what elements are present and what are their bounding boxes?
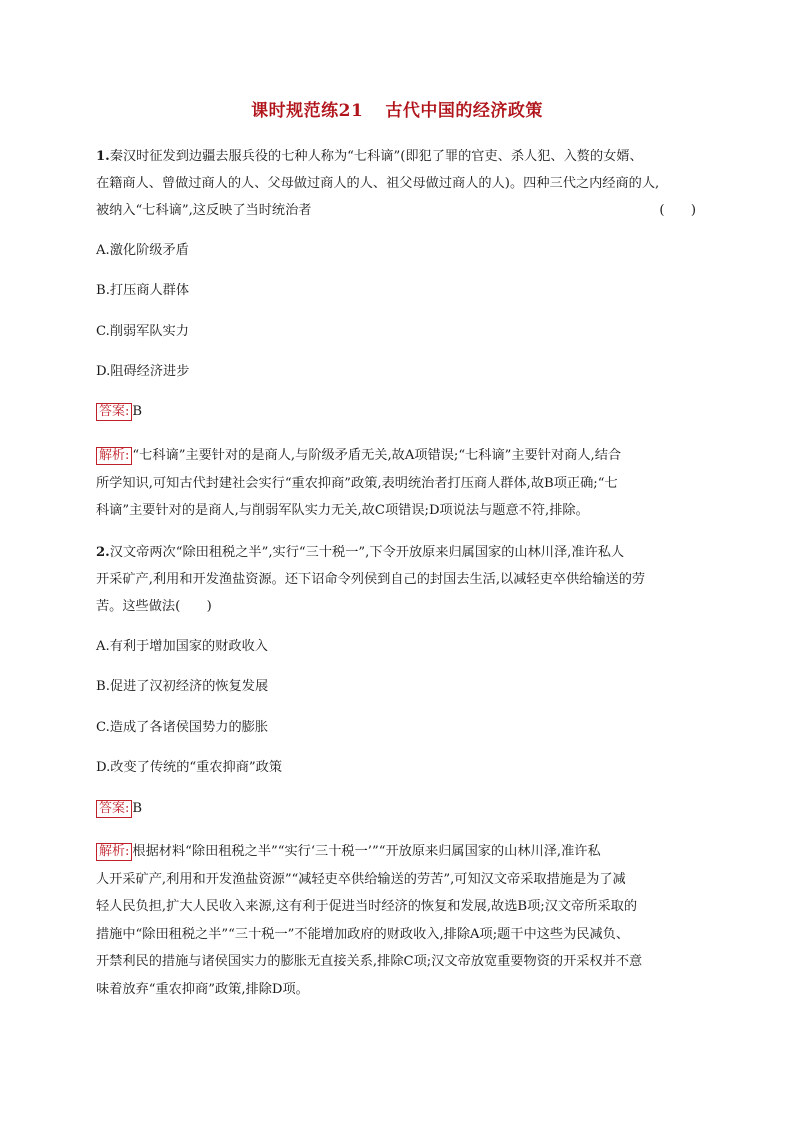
explanation-line-3: 科谪”主要针对的是商人,与削弱军队实力无关,故C项错误;D项说法与题意不符,排除。 — [96, 503, 589, 518]
answer-value: B — [132, 801, 143, 816]
question-1-option-a: A.激化阶级矛盾 — [96, 243, 189, 258]
explanation-label: 解析: — [96, 447, 132, 465]
explanation-line-4: 措施中“除田租税之半”“三十税一”不能增加政府的财政收入,排除A项;题干中这些为民减负、 — [96, 926, 630, 942]
question-1-answer — [96, 402, 142, 422]
explanation-line-3: 轻人民负担,扩大人民收入来源,这有利于促进当时经济的恢复和发展,故选B项;汉文帝所采取的 — [96, 899, 638, 914]
explanation-line-2: 所学知识,可知古代封建社会实行“重农抑商”政策,表明统治者打压商人群体,故B项正确;“七 — [96, 475, 618, 491]
explanation-line-5: 开禁利民的措施与诸侯国实力的膨胀无直接关系,排除C项;汉文帝放宽重要物资的开采权并不意 — [96, 954, 643, 969]
question-1-line-3: 被纳入“七科谪”,这反映了当时统治者 — [96, 203, 312, 218]
question-1-line-2: 在籍商人、曾做过商人的人、父母做过商人的人、祖父母做过商人的人)。四种三代之内经商的人, — [96, 176, 660, 191]
explanation-line-6: 味着放弃“重农抑商”政策,排除D项。 — [96, 981, 309, 997]
question-2-option-d: D.改变了传统的“重农抑商”政策 — [96, 760, 283, 775]
question-2-line-1: 汉文帝两次“除田租税之半”,实行“三十税一”,下令开放原来归属国家的山林川泽,准许私人 — [109, 545, 625, 560]
answer-label: 答案: — [96, 403, 132, 421]
title-lesson: 课时规范练21 — [251, 101, 364, 121]
question-2-stem — [96, 539, 700, 620]
answer-value: B — [132, 404, 143, 419]
question-2-answer — [96, 799, 142, 819]
answer-bracket: ( ) — [659, 203, 696, 218]
question-1-option-d: D.阻碍经济进步 — [96, 364, 190, 379]
question-1-number: 1. — [96, 149, 110, 164]
question-2-option-c: C.造成了各诸侯国势力的膨胀 — [96, 720, 269, 735]
question-1-stem — [96, 143, 700, 224]
question-2-option-b: B.促进了汉初经济的恢复发展 — [96, 679, 269, 694]
question-2-number: 2. — [96, 545, 110, 560]
question-1-explanation — [96, 442, 700, 525]
explanation-line-2: 人开采矿产,利用和开发渔盐资源”“减轻吏卒供给输送的劳苦”,可知汉文帝采取措施是为了减 — [96, 871, 626, 887]
question-1-option-b: B.打压商人群体 — [96, 283, 190, 298]
question-2-line-3: 苦。这些做法( ) — [96, 599, 212, 614]
question-2-option-a: A.有利于增加国家的财政收入 — [96, 639, 268, 654]
question-1-option-c: C.削弱军队实力 — [96, 324, 189, 339]
question-2-explanation — [96, 838, 700, 1003]
title-topic: 古代中国的经济政策 — [385, 101, 543, 121]
question-2-line-2: 开采矿产,利用和开发渔盐资源。还下诏命令列侯到自己的封国去生活,以减轻吏卒供给输送的劳 — [96, 572, 646, 587]
explanation-line-1: “七科谪”主要针对的是商人,与阶级矛盾无关,故A项错误;“七科谪”主要针对商人,结合 — [132, 448, 622, 463]
page-title — [0, 96, 794, 121]
answer-label: 答案: — [96, 800, 132, 818]
question-1-line-1: 秦汉时征发到边疆去服兵役的七种人称为“七科谪”(即犯了罪的官吏、杀人犯、入赘的女婿、 — [109, 149, 643, 164]
explanation-label: 解析: — [96, 843, 132, 861]
explanation-line-1: 根据材料“除田租税之半”“实行‘三十税一’”“开放原来归属国家的山林川泽,准许私 — [132, 844, 601, 859]
